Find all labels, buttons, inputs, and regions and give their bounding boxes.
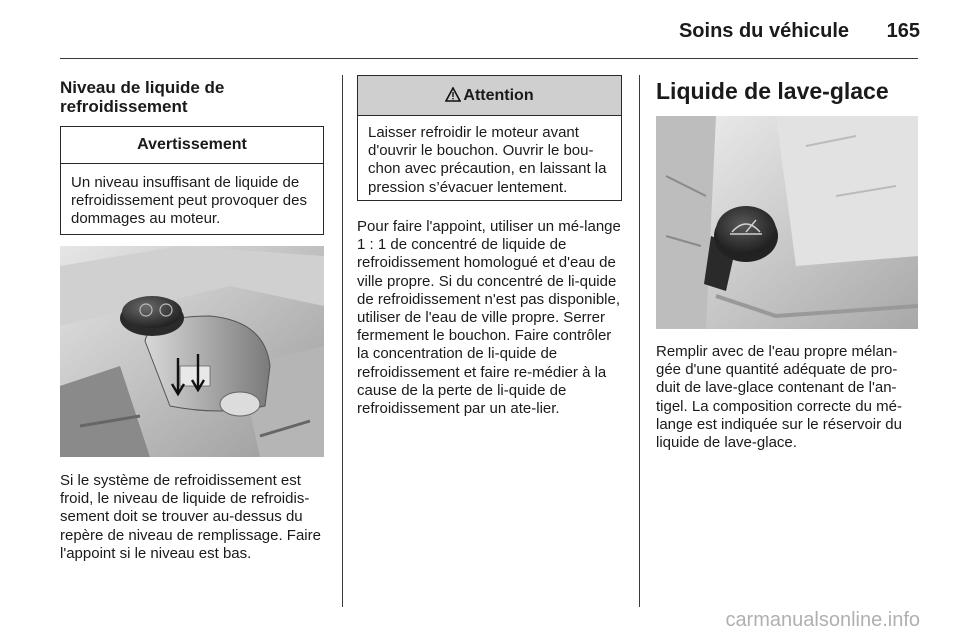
attention-box bbox=[357, 75, 622, 201]
attention-box-title: Attention bbox=[463, 87, 534, 104]
attention-box-header bbox=[358, 76, 621, 116]
washer-fluid-cap-photo bbox=[656, 116, 918, 329]
header-title: Soins du véhicule bbox=[678, 20, 849, 42]
warning-box bbox=[60, 126, 324, 235]
column-divider-1 bbox=[342, 75, 343, 607]
washer-section-title: Liquide de lave-glace bbox=[656, 78, 889, 104]
attention-box-text: Laisser refroidir le moteur avant d'ouvrir le bouchon. Ouvrir le bou-chon avec précaution, en laissant la pression s’évacuer lentement. bbox=[368, 124, 607, 196]
middle-column bbox=[357, 60, 622, 418]
left-column bbox=[60, 60, 324, 563]
washer-fluid-illustration bbox=[656, 116, 918, 329]
page-number: 165 bbox=[886, 20, 920, 42]
coolant-paragraph: Si le système de refroidissement est froid, le niveau de liquide de refroidis-sement doit se trouver au-dessus du repère de niveau de remplissage. Faire l'appoint si le niveau est bas. bbox=[60, 472, 321, 562]
header-rule bbox=[60, 58, 918, 59]
coolant-reservoir-illustration bbox=[60, 246, 324, 457]
refill-paragraph: Pour faire l'appoint, utiliser un mé-lange 1 : 1 de concentré de liquide de refroidissement homologué et d'eau de ville propre. Si du concentré de li-quide de refroidissement n'est pas disponible, utiliser de l'eau de ville propre. Serrer fermement le bouchon. Faire contrôler la concentration de li-quide de refroidissement et faire re-médier à la cause de la perte de li-quide de refroidissement par un ate-lier. bbox=[357, 218, 621, 418]
right-column bbox=[656, 60, 918, 452]
warning-box-title: Avertissement bbox=[61, 127, 323, 164]
washer-paragraph: Remplir avec de l'eau propre mélan-gée d'une quantité adéquate de pro-duit de lave-glace contenant de l'an-tigel. La composition correcte du mé-lange est indiquée sur le réservoir du liquide de lave-glace. bbox=[656, 343, 902, 452]
watermark: carmanualsonline.info bbox=[725, 609, 920, 631]
coolant-reservoir-photo bbox=[60, 246, 324, 457]
warning-triangle-icon bbox=[445, 78, 461, 117]
warning-box-text: Un niveau insuffisant de liquide de refroidissement peut provoquer des dommages au moteur. bbox=[71, 174, 307, 228]
coolant-section-title: Niveau de liquide de refroidissement bbox=[60, 78, 225, 116]
column-divider-2 bbox=[639, 75, 640, 607]
